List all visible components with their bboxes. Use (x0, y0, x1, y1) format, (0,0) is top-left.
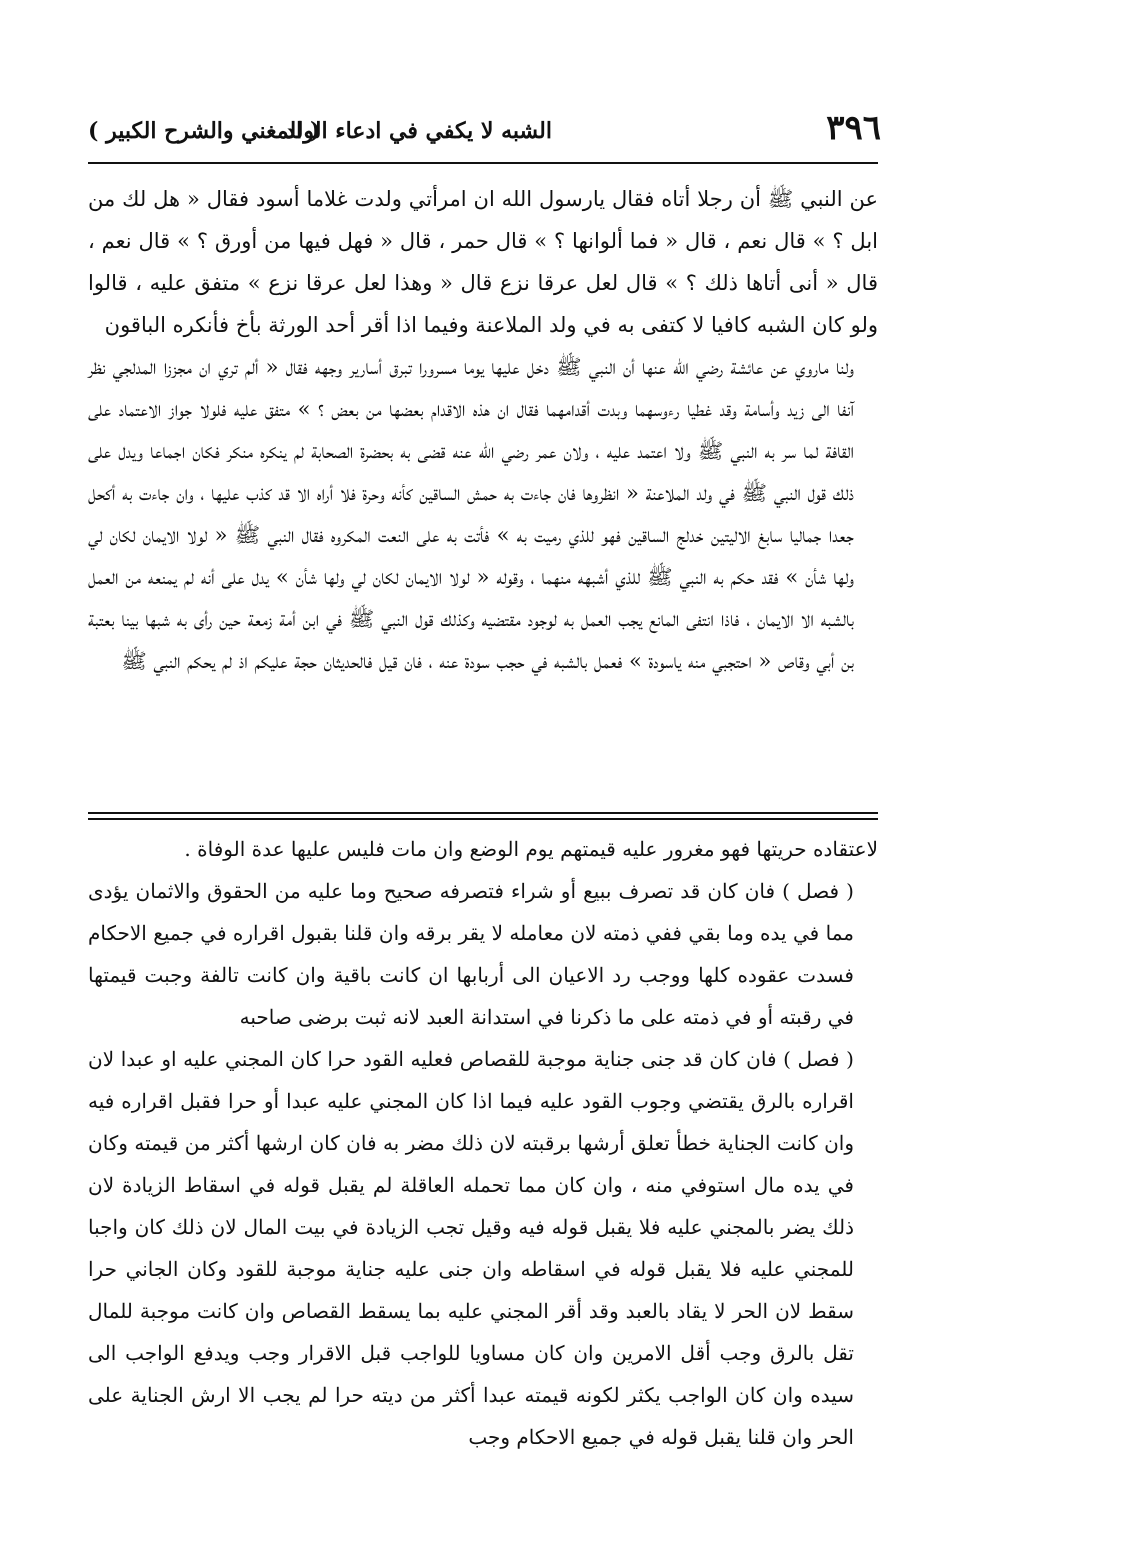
page-header (88, 108, 881, 158)
header-rule (88, 162, 878, 164)
running-title: الشبه لا يكفي في ادعاء الولد (285, 118, 552, 144)
main-paragraph: عن النبي ﷺ أن رجلا أتاه فقال يارسول الله ان امرأتي ولدت غلاما أسود فقال « هل لك من ابل ؟ » قال نعم ، قال « فما ألوانها ؟ » قال حمر ، قال « فهل فيها من أورق ؟ » قال نعم ، قال « أنى أتاها ذلك ؟ » قال لعل عرقا نزع قال « وهذا لعل عرقا نزع » متفق عليه ، قالوا ولو كان الشبه كافيا لا كتفى به في ولد الملاعنة وفيما اذا أقر أحد الورثة بأخ فأنكره الباقون (88, 187, 878, 337)
footnote-paragraph: ( فصل ) فان كان قد جنى جناية موجبة للقصاص فعليه القود حرا كان المجني عليه او عبدا لان اقراره بالرق يقتضي وجوب القود عليه فيما اذا كان المجني عليه عبدا أو حرا فقبل اقراره فيه وان كانت الجناية خطأ تعلق أرشها برقبته لان ذلك مضر به فان كان ارشها أكثر من قيمته وكان في يده مال استوفي منه ، وان كان مما تحمله العاقلة لم يقبل قوله في اسقاط الزيادة لان ذلك يضر بالمجني عليه فلا يقبل قوله فيه وقيل تجب الزيادة في بيت المال لان ذلك كان واجبا للمجني عليه فلا يقبل قوله في اسقاطه وان جنى عليه جناية موجبة للقود وكان الجاني حرا سقط لان الحر لا يقاد بالعبد وقد أقر المجني عليه بما يسقط القصاص وان كانت موجبة للمال تقل بالرق وجب أقل الامرين وان كان مساويا للواجب قبل الاقرار وجب ويدفع الواجب الى سيده وان كان الواجب يكثر لكونه قيمته عبدا أكثر من ديته حرا لم يجب الا ارش الجناية على الحر وان قلنا يقبل قوله في جميع الاحكام وجب (88, 1047, 854, 1449)
main-text (88, 178, 878, 682)
page-number: ٣٩٦ (826, 108, 881, 148)
book-title: ( المغني والشرح الكبير ) (88, 118, 321, 144)
section-divider (88, 818, 878, 820)
main-paragraph: ولنا ماروي عن عائشة رضي الله عنها أن النبي ﷺ دخل عليها يوما مسرورا تبرق أسارير وجهه فقال « ألم تري ان مجززا المدلجي نظر آنفا الى زيد وأسامة وقد غطيا رءوسهما وبدت أقدامهما فقال ان هذه الاقدام بعضها من بعض ؟ » متفق عليه فلولا جواز الاعتماد على القافة لما سر به النبي ﷺ ولا اعتمد عليه ، ولان عمر رضي الله عنه قضى به بحضرة الصحابة لم ينكره منكر فكان اجماعا ويدل على ذلك قول النبي ﷺ في ولد الملاعنة « انظروها فان جاءت به حمش الساقين كأنه وحرة فلا أراه الا قد كذب عليها ، وان جاءت به أكحل جعدا جماليا سابغ الاليتين خدلج الساقين فهو للذي رميت به » فأتت به على النعت المكروه فقال النبي ﷺ « لولا الايمان لكان لي ولها شأن » فقد حكم به النبي ﷺ للذي أشبهه منهما ، وقوله « لولا الايمان لكان لي ولها شأن » يدل على أنه لم يمنعه من العمل بالشبه الا الايمان ، فاذا انتفى المانع يجب العمل به لوجود مقتضيه وكذلك قول النبي ﷺ في ابن أمة زمعة حين رأى به شبها بينا بعتبة بن أبي وقاص « احتجبي منه ياسودة » فعمل بالشبه في حجب سودة عنه ، فان قيل فالحديثان حجة عليكم اذ لم يحكم النبي ﷺ (88, 355, 854, 673)
section-divider (88, 812, 878, 814)
footnote-paragraph: لاعتقاده حريتها فهو مغرور عليه قيمتهم يوم الوضع وان مات فليس عليها عدة الوفاة . (184, 837, 878, 861)
footnote-paragraph: ( فصل ) فان كان قد تصرف ببيع أو شراء فتصرفه صحيح وما عليه من الحقوق والاثمان يؤدى مما في يده وما بقي ففي ذمته لان معامله لا يقر برقه وان قلنا بقبول اقراره في جميع الاحكام فسدت عقوده كلها ووجب رد الاعيان الى أربابها ان كانت باقية وان كانت تالفة وجبت قيمتها في رقبته أو في ذمته على ما ذكرنا في استدانة العبد لانه ثبت برضى صاحبه (88, 879, 854, 1029)
footnote-text (88, 828, 878, 1458)
